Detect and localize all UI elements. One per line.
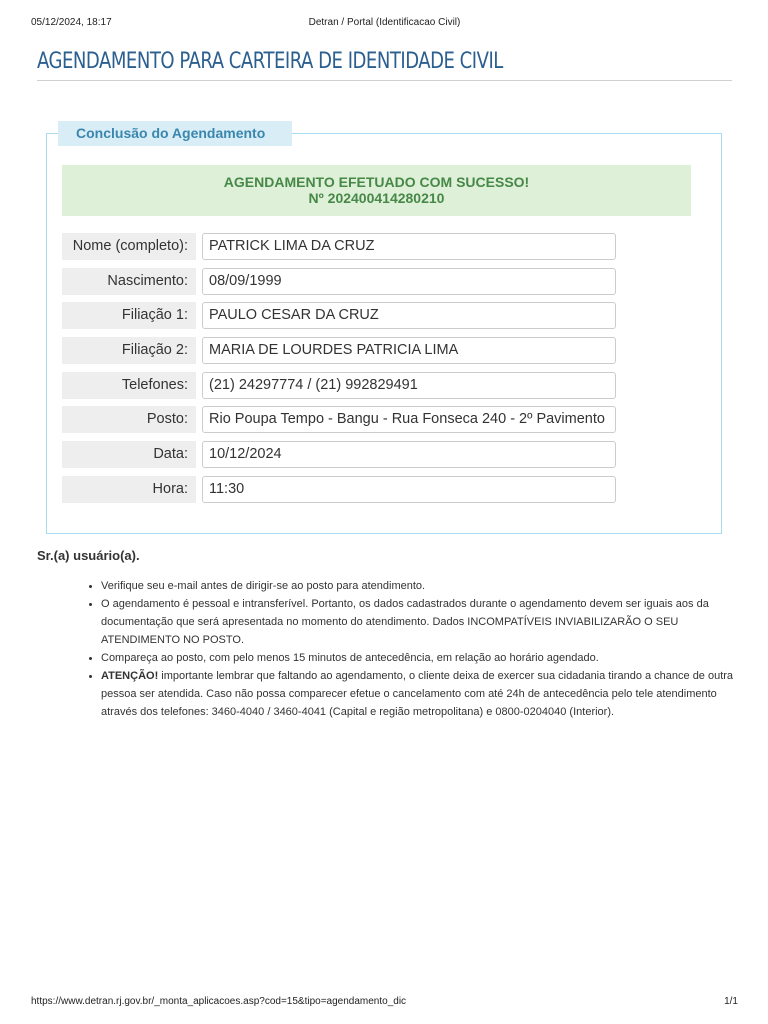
page-count: 1/1 (724, 996, 738, 1007)
field-row-office (62, 406, 616, 433)
field-label: Nascimento: (62, 268, 196, 295)
field-label: Nome (completo): (62, 233, 196, 260)
field-label: Posto: (62, 406, 196, 433)
list-item: • Compareça ao posto, com pelo menos 15 minutos de antecedência, em relação ao horário agendado. (101, 649, 737, 667)
office-field: Rio Poupa Tempo - Bangu - Rua Fonseca 240 - 2º Pavimento (202, 406, 616, 433)
print-header (31, 17, 738, 31)
success-title: AGENDAMENTO EFETUADO COM SUCESSO! (223, 174, 530, 190)
field-label: Telefones: (62, 372, 196, 399)
time-field: 11:30 (202, 476, 616, 503)
date-field: 10/12/2024 (202, 441, 616, 468)
appointment-number: Nº 202400414280210 (308, 190, 445, 206)
list-item: • ATENÇÃO! importante lembrar que faltando ao agendamento, o cliente deixa de exercer sua cidadania tirando a chance de outra pessoa ser atendida. Caso não possa comparecer efetue o cancelamento com até 24h de antecedência pelo tele atendimento através dos telefones: 3460-4040 / 3460-4041 (Capital e região metropolitana) e 0800-0204040 (Interior). (101, 667, 737, 721)
title-divider (37, 80, 732, 81)
field-label: Data: (62, 441, 196, 468)
notice-heading: Sr.(a) usuário(a). (37, 548, 140, 563)
birth-date-field: 08/09/1999 (202, 268, 616, 295)
name-field: PATRICK LIMA DA CRUZ (202, 233, 616, 260)
field-row-date (62, 441, 616, 468)
field-label: Filiação 1: (62, 302, 196, 329)
page-title: AGENDAMENTO PARA CARTEIRA DE IDENTIDADE CIVIL (37, 49, 503, 74)
success-message (62, 165, 691, 216)
field-row-birth (62, 268, 616, 295)
print-page-title: Detran / Portal (Identificacao Civil) (308, 17, 461, 28)
phones-field: (21) 24297774 / (21) 992829491 (202, 372, 616, 399)
notice-list (37, 577, 737, 721)
field-row-parent-1 (62, 302, 616, 329)
field-label: Filiação 2: (62, 337, 196, 364)
field-row-phones (62, 372, 616, 399)
field-row-parent-2 (62, 337, 616, 364)
list-item: • O agendamento é pessoal e intransferível. Portanto, os dados cadastrados durante o agendamento devem ser iguais aos da documentação que será apresentada no momento do atendimento. Dados INCOMPATÍVEIS INVIABILIZARÃO O SEU ATENDIMENTO NO POSTO. (101, 595, 737, 649)
page-url: https://www.detran.rj.gov.br/_monta_aplicacoes.asp?cod=15&tipo=agendamento_dic (31, 996, 407, 1007)
field-row-name (62, 233, 616, 260)
panel-legend: Conclusão do Agendamento (58, 121, 292, 146)
field-row-time (62, 476, 616, 503)
attention-label: ATENÇÃO! (101, 670, 159, 682)
print-footer (31, 996, 738, 1010)
field-label: Hora: (62, 476, 196, 503)
list-item: • Verifique seu e-mail antes de dirigir-se ao posto para atendimento. (101, 577, 737, 595)
print-datetime: 05/12/2024, 18:17 (31, 17, 112, 28)
parent-2-field: MARIA DE LOURDES PATRICIA LIMA (202, 337, 616, 364)
parent-1-field: PAULO CESAR DA CRUZ (202, 302, 616, 329)
